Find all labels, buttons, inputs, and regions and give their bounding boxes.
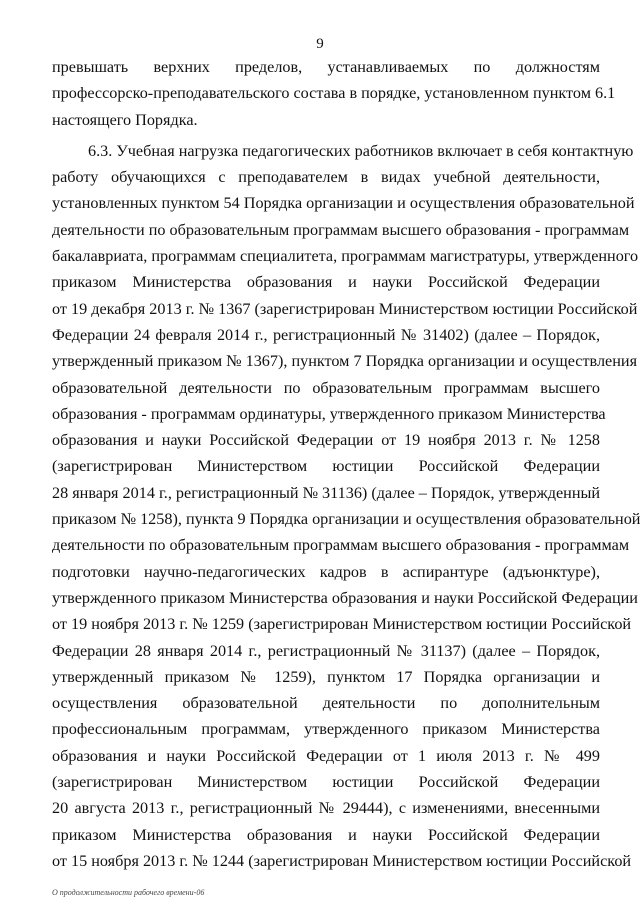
text-line: 6.3. Учебная нагрузка педагогических работников включает в себя контактную bbox=[88, 141, 634, 160]
text-line: 20 августа 2013 г., регистрационный № 29444), с изменениями, внесенными bbox=[52, 799, 600, 818]
text-line: подготовки научно-педагогических кадров в аспирантуре (адъюнктуре), bbox=[52, 562, 600, 581]
text-line: бакалавриата, программам специалитета, программам магистратуры, утвержденного bbox=[52, 247, 639, 266]
text-line: образовательной деятельности по образовательным программам высшего bbox=[52, 378, 600, 397]
text-line: деятельности по образовательным программам высшего образования - программам bbox=[52, 220, 630, 239]
text-line: образования и науки Российской Федерации от 1 июля 2013 г. № 499 bbox=[52, 746, 600, 765]
text-line: деятельности по образовательным программам высшего образования - программам bbox=[52, 536, 630, 555]
paragraph bbox=[52, 138, 640, 874]
text-line: профессиональным программам, утвержденного приказом Министерства bbox=[52, 720, 600, 739]
text-line: Федерации 28 января 2014 г., регистрационный № 31137) (далее – Порядок, bbox=[52, 641, 600, 660]
body-text bbox=[52, 54, 640, 874]
text-line: осуществления образовательной деятельности по дополнительным bbox=[52, 694, 600, 713]
footer-filename: О продолжительности рабочего времени-06 bbox=[52, 888, 205, 897]
text-line: (зарегистрирован Министерством юстиции Российской Федерации bbox=[52, 773, 600, 792]
text-line: от 19 декабря 2013 г. № 1367 (зарегистрирован Министерством юстиции Российской bbox=[52, 299, 638, 318]
text-line: (зарегистрирован Министерством юстиции Российской Федерации bbox=[52, 457, 600, 476]
text-line: Федерации 24 февраля 2014 г., регистрационный № 31402) (далее – Порядок, bbox=[52, 325, 600, 344]
text-line: настоящего Порядка. bbox=[52, 110, 198, 129]
text-line: утвержденный приказом № 1367), пунктом 7 Порядка организации и осуществления bbox=[52, 352, 638, 371]
text-line: от 15 ноября 2013 г. № 1244 (зарегистрирован Министерством юстиции Российской bbox=[52, 851, 632, 870]
text-line: утвержденного приказом Министерства образования и науки Российской Федерации bbox=[52, 588, 638, 607]
paragraph bbox=[52, 54, 616, 133]
text-line: превышать верхних пределов, устанавливаемых по должностям bbox=[52, 58, 600, 76]
text-line: образования - программам ординатуры, утвержденного приказом Министерства bbox=[52, 404, 606, 423]
page-number: 9 bbox=[316, 36, 324, 52]
text-line: приказом Министерства образования и науки Российской Федерации bbox=[52, 825, 600, 844]
text-line: установленных пунктом 54 Порядка организации и осуществления образовательной bbox=[52, 194, 635, 213]
text-line: образования и науки Российской Федерации от 19 ноября 2013 г. № 1258 bbox=[52, 431, 600, 450]
text-line: утвержденный приказом № 1259), пунктом 17 Порядка организации и bbox=[52, 667, 600, 686]
text-line: от 19 ноября 2013 г. № 1259 (зарегистрирован Министерством юстиции Российской bbox=[52, 615, 632, 634]
text-line: работу обучающихся с преподавателем в видах учебной деятельности, bbox=[52, 168, 600, 187]
text-line: 28 января 2014 г., регистрационный № 31136) (далее – Порядок, утвержденный bbox=[52, 483, 601, 502]
text-line: приказом Министерства образования и науки Российской Федерации bbox=[52, 273, 600, 292]
text-line: приказом № 1258), пункта 9 Порядка организации и осуществления образовательной bbox=[52, 510, 640, 529]
text-line: профессорско-преподавательского состава в порядке, установленном пунктом 6.1 bbox=[52, 84, 616, 103]
